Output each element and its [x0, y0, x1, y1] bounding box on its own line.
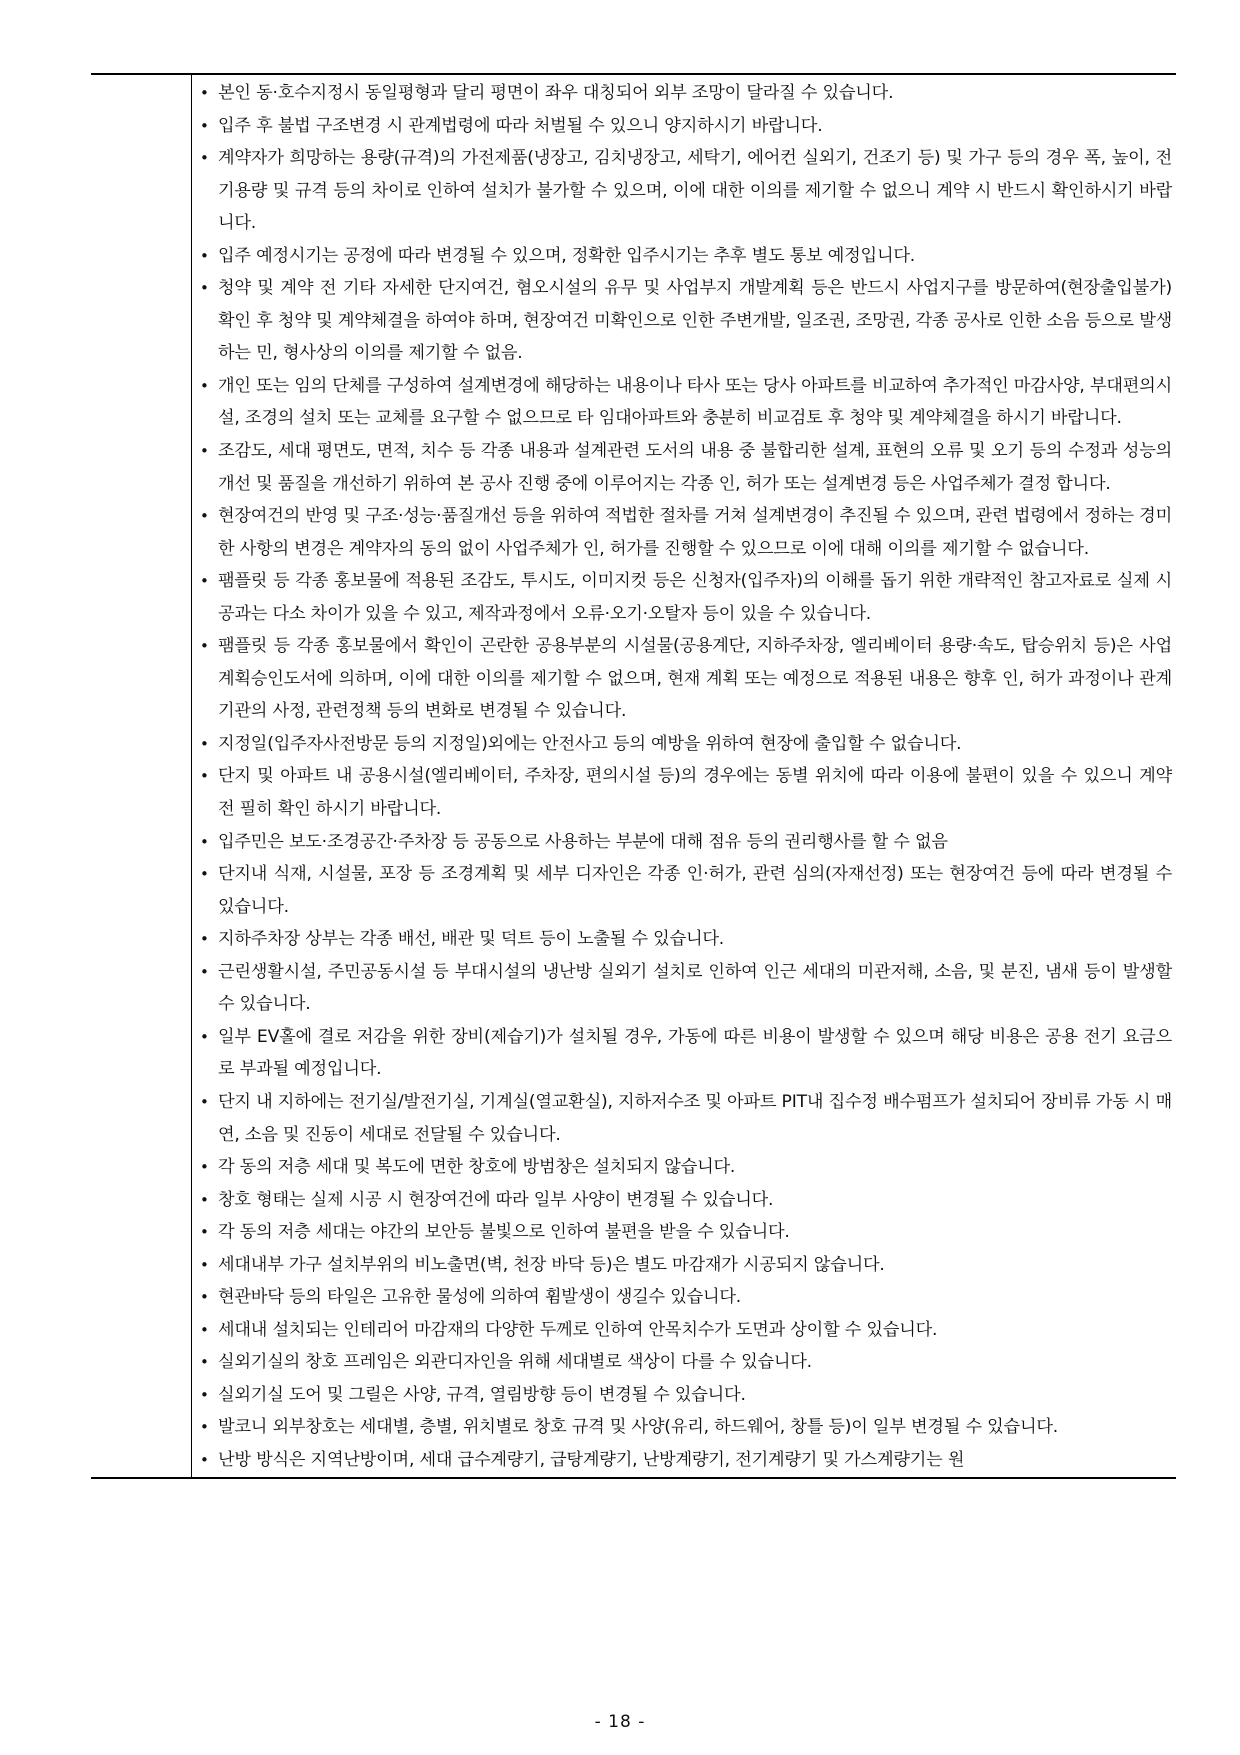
- notice-item: [198, 728, 1172, 761]
- notice-text: 입주민은 보도·조경공간·주차장 등 공동으로 사용하는 부분에 대해 점유 등의 권리행사를 할 수 없음: [218, 831, 948, 852]
- content-column: [192, 75, 1176, 1477]
- notice-text: 세대내 설치되는 인테리어 마감재의 다양한 두께로 인하여 안목치수가 도면과 상이할 수 있습니다.: [218, 1319, 938, 1340]
- notice-item: [198, 956, 1172, 1021]
- bullet-icon: •: [200, 767, 209, 786]
- notice-text: 청약 및 계약 전 기타 자세한 단지여건, 혐오시설의 유무 및 사업부지 개발계획 등은 반드시 사업지구를 방문하여(현장출입불가) 확인 후 청약 및 계약체결을 하여야 하며, 현장여건 미확인으로 인한 주변개발, 일조권, 조망권, 각종 공사로 인한 소음 등으로 발생하는 민, 형사상의 이의를 제기할 수 없음.: [218, 278, 1172, 364]
- notice-item: [198, 1444, 1172, 1477]
- notice-text: 각 동의 저층 세대는 야간의 보안등 불빛으로 인하여 불편을 받을 수 있습니다.: [218, 1222, 790, 1243]
- bullet-icon: •: [200, 572, 209, 591]
- notice-table: [91, 73, 1176, 1479]
- bullet-icon: •: [200, 1288, 209, 1307]
- bullet-icon: •: [200, 1223, 209, 1242]
- bullet-icon: •: [200, 84, 209, 102]
- notice-text: 단지내 식재, 시설물, 포장 등 조경계획 및 세부 디자인은 각종 인·허가, 관련 심의(자재선정) 또는 현장여건 등에 따라 변경될 수 있습니다.: [218, 864, 1172, 917]
- bullet-icon: •: [200, 930, 209, 949]
- notice-item: [198, 110, 1172, 143]
- notice-item: [198, 500, 1172, 565]
- notice-text: 실외기실의 창호 프레임은 외관디자인을 위해 세대별로 색상이 다를 수 있습니다.: [218, 1352, 812, 1373]
- notice-text: 지정일(입주자사전방문 등의 지정일)외에는 안전사고 등의 예방을 위하여 현장에 출입할 수 없습니다.: [218, 733, 962, 754]
- notice-text: 창호 형태는 실제 시공 시 현장여건에 따라 일부 사양이 변경될 수 있습니다.: [218, 1189, 774, 1210]
- notice-item: [198, 240, 1172, 273]
- notice-text: 단지 내 지하에는 전기실/발전기실, 기계실(열교환실), 지하저수조 및 아파트 PIT내 집수정 배수펌프가 설치되어 장비류 가동 시 매연, 소음 및 진동이 세대로 전달될 수 있습니다.: [218, 1091, 1172, 1145]
- bullet-icon: •: [200, 962, 209, 981]
- notice-text: 실외기실 도어 및 그릴은 사양, 규격, 열림방향 등이 변경될 수 있습니다.: [218, 1384, 746, 1405]
- notice-text: 본인 동·호수지정시 동일평형과 달리 평면이 좌우 대칭되어 외부 조망이 달라질 수 있습니다.: [218, 83, 894, 103]
- bullet-icon: •: [200, 734, 209, 753]
- bullet-icon: •: [200, 1353, 209, 1372]
- notice-text: 난방 방식은 지역난방이며, 세대 급수계량기, 급탕계량기, 난방계량기, 전기계량기 및 가스계량기는 원: [218, 1449, 965, 1470]
- notice-item: [198, 760, 1172, 825]
- bullet-icon: •: [200, 1385, 209, 1404]
- notice-item: [198, 1346, 1172, 1379]
- notice-text: 지하주차장 상부는 각종 배선, 배관 및 덕트 등이 노출될 수 있습니다.: [218, 929, 725, 950]
- category-column: [91, 75, 192, 1477]
- bullet-icon: •: [200, 832, 209, 851]
- bullet-icon: •: [200, 507, 209, 526]
- notice-item: [198, 1151, 1172, 1184]
- bullet-icon: •: [200, 1450, 209, 1469]
- bullet-icon: •: [200, 865, 209, 884]
- bullet-icon: •: [200, 149, 209, 168]
- notice-item: [198, 1249, 1172, 1282]
- notice-item: [198, 1411, 1172, 1444]
- bullet-icon: •: [200, 279, 209, 298]
- bullet-icon: •: [200, 376, 209, 395]
- notice-text: 팸플릿 등 각종 홍보물에서 확인이 곤란한 공용부분의 시설물(공용계단, 지하주차장, 엘리베이터 용량·속도, 탑승위치 등)은 사업계획승인도서에 의하며, 이에 대한 이의를 제기할 수 없으며, 현재 계획 또는 예정으로 적용된 내용은 향후 인, 허가 과정이나 관계기관의 사정, 관련정책 등의 변화로 변경될 수 있습니다.: [218, 636, 1172, 722]
- notice-list: [198, 77, 1172, 1477]
- bullet-icon: •: [200, 1255, 209, 1274]
- notice-item: [198, 630, 1172, 728]
- notice-item: [198, 370, 1172, 435]
- notice-item: [198, 923, 1172, 956]
- notice-item: [198, 1184, 1172, 1217]
- notice-text: 현장여건의 반영 및 구조·성능·품질개선 등을 위하여 적법한 절차를 거쳐 설계변경이 추진될 수 있으며, 관련 법령에서 정하는 경미한 사항의 변경은 계약자의 동의 없이 사업주체가 인, 허가를 진행할 수 있으므로 이에 대해 이의를 제기할 수 없습니다.: [218, 506, 1172, 559]
- notice-item: [198, 77, 1172, 110]
- bullet-icon: •: [200, 442, 209, 461]
- notice-text: 개인 또는 임의 단체를 구성하여 설계변경에 해당하는 내용이나 타사 또는 당사 아파트를 비교하여 추가적인 마감사양, 부대편의시설, 조경의 설치 또는 교체를 요구할 수 없으므로 타 임대아파트와 충분히 비교검토 후 청약 및 계약체결을 하시기 바랍니다.: [218, 375, 1172, 429]
- bullet-icon: •: [200, 1190, 209, 1209]
- notice-item: [198, 1021, 1172, 1086]
- notice-item: [198, 1379, 1172, 1412]
- notice-item: [198, 858, 1172, 923]
- notice-text: 일부 EV홀에 결로 저감을 위한 장비(제습기)가 설치될 경우, 가동에 따른 비용이 발생할 수 있으며 해당 비용은 공용 전기 요금으로 부과될 예정입니다.: [218, 1026, 1172, 1080]
- notice-item: [198, 1281, 1172, 1314]
- notice-text: 각 동의 저층 세대 및 복도에 면한 창호에 방범창은 설치되지 않습니다.: [218, 1157, 736, 1178]
- notice-item: [198, 142, 1172, 240]
- notice-item: [198, 1216, 1172, 1249]
- bullet-icon: •: [200, 246, 209, 265]
- notice-item: [198, 565, 1172, 630]
- notice-text: 조감도, 세대 평면도, 면적, 치수 등 각종 내용과 설계관련 도서의 내용 중 불합리한 설계, 표현의 오류 및 오기 등의 수정과 성능의 개선 및 품질을 개선하기 위하여 본 공사 진행 중에 이루어지는 각종 인, 허가 또는 설계변경 등은 사업주체가 결정 합니다.: [218, 441, 1172, 494]
- notice-item: [198, 272, 1172, 370]
- notice-item: [198, 435, 1172, 500]
- notice-text: 입주 예정시기는 공정에 따라 변경될 수 있으며, 정확한 입주시기는 추후 별도 통보 예정입니다.: [218, 245, 916, 266]
- notice-text: 단지 및 아파트 내 공용시설(엘리베이터, 주차장, 편의시설 등)의 경우에는 동별 위치에 따라 이용에 불편이 있을 수 있으니 계약 전 필히 확인 하시기 바랍니다.: [218, 766, 1172, 820]
- bullet-icon: •: [200, 1158, 209, 1177]
- notice-text: 입주 후 불법 구조변경 시 관계법령에 따라 처벌될 수 있으니 양지하시기 바랍니다.: [218, 115, 823, 136]
- notice-item: [198, 1086, 1172, 1151]
- page-number: - 18 -: [594, 1712, 646, 1732]
- bullet-icon: •: [200, 1418, 209, 1437]
- notice-text: 세대내부 가구 설치부위의 비노출면(벽, 천장 바닥 등)은 별도 마감재가 시공되지 않습니다.: [218, 1254, 885, 1275]
- bullet-icon: •: [200, 637, 209, 656]
- notice-text: 발코니 외부창호는 세대별, 층별, 위치별로 창호 규격 및 사양(유리, 하드웨어, 창틀 등)이 일부 변경될 수 있습니다.: [218, 1417, 1059, 1438]
- notice-item: [198, 826, 1172, 859]
- bullet-icon: •: [200, 1320, 209, 1339]
- bullet-icon: •: [200, 1092, 209, 1111]
- bullet-icon: •: [200, 116, 209, 135]
- notice-item: [198, 1314, 1172, 1347]
- notice-text: 근린생활시설, 주민공동시설 등 부대시설의 냉난방 실외기 설치로 인하여 인근 세대의 미관저해, 소음, 및 분진, 냄새 등이 발생할 수 있습니다.: [218, 961, 1172, 1015]
- notice-text: 계약자가 희망하는 용량(규격)의 가전제품(냉장고, 김치냉장고, 세탁기, 에어컨 실외기, 건조기 등) 및 가구 등의 경우 폭, 높이, 전기용량 및 규격 등의 차이로 인하여 설치가 불가할 수 있으며, 이에 대한 이의를 제기할 수 없으니 계약 시 반드시 확인하시기 바랍니다.: [218, 148, 1172, 234]
- notice-text: 팸플릿 등 각종 홍보물에 적용된 조감도, 투시도, 이미지컷 등은 신청자(입주자)의 이해를 돕기 위한 개략적인 참고자료로 실제 시공과는 다소 차이가 있을 수 있고, 제작과정에서 오류·오기·오탈자 등이 있을 수 있습니다.: [218, 571, 1172, 624]
- notice-text: 현관바닥 등의 타일은 고유한 물성에 의하여 휨발생이 생길수 있습니다.: [218, 1287, 742, 1308]
- bullet-icon: •: [200, 1027, 209, 1046]
